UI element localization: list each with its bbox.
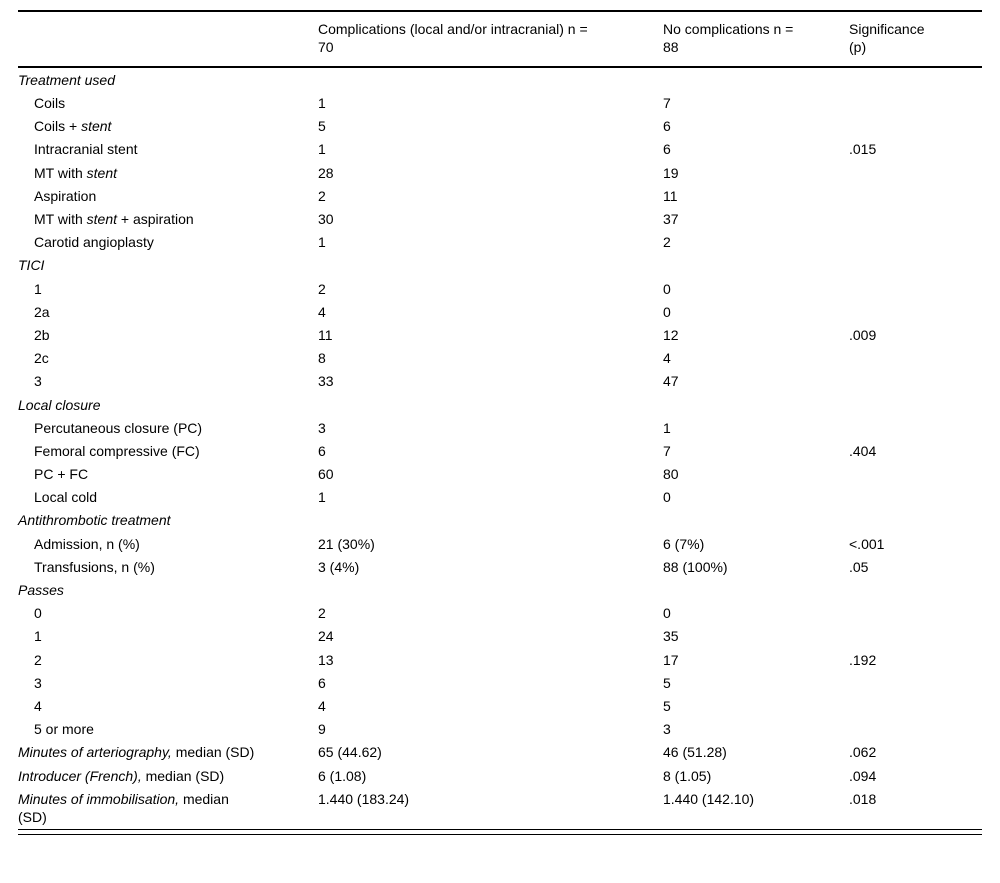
cell-no-complications: 5 <box>663 697 671 714</box>
row-label-text: median (SD) <box>171 744 255 761</box>
row-label-italic: Passes <box>18 582 64 598</box>
header-no-complications-line1: No complications n = <box>663 21 794 37</box>
row-label-text: Femoral compressive (FC) <box>34 442 200 459</box>
row-label-italic: Treatment used <box>18 71 116 88</box>
header-complications-line2: 70 <box>318 39 334 56</box>
cell-no-complications: 3 <box>663 721 671 738</box>
cell-no-complications: 4 <box>663 350 671 367</box>
cell-no-complications: 2 <box>663 234 671 251</box>
table-row <box>18 115 982 138</box>
table-row <box>18 463 982 486</box>
row-label-italic: Introducer (French), <box>18 767 142 784</box>
row-label-text: Admission, n (%) <box>34 535 140 552</box>
table-row <box>18 625 982 648</box>
cell-no-complications <box>663 579 849 602</box>
row-label-text: 1 <box>34 280 42 297</box>
table-row <box>18 161 982 184</box>
cell-no-complications: 7 <box>663 442 671 459</box>
table-row <box>18 231 982 254</box>
cell-complications: 4 <box>318 303 326 320</box>
row-label-text: 3 <box>34 373 42 390</box>
cell-significance <box>849 393 982 416</box>
row-label <box>18 509 318 532</box>
table-row <box>18 602 982 625</box>
row-label <box>18 741 318 764</box>
table-row <box>18 486 982 509</box>
row-label-italic: Minutes of immobilisation, <box>18 790 180 807</box>
cell-complications: 60 <box>318 466 334 483</box>
cell-significance <box>849 509 982 532</box>
row-label-italic: TICI <box>18 257 45 274</box>
cell-complications <box>318 254 663 277</box>
cell-complications: 8 <box>318 350 326 367</box>
cell-significance <box>849 300 982 323</box>
row-label-text: 1 <box>34 628 42 645</box>
row-label <box>18 347 318 370</box>
cell-significance <box>849 718 982 741</box>
cell-complications: 11 <box>318 326 333 343</box>
cell-no-complications <box>663 254 849 277</box>
cell-significance <box>849 486 982 509</box>
row-label <box>18 625 318 648</box>
header-complications <box>318 11 663 67</box>
cell-complications <box>318 579 663 602</box>
cell-significance <box>849 625 982 648</box>
row-label <box>18 602 318 625</box>
cell-complications: 6 <box>318 442 326 459</box>
cell-no-complications: 0 <box>663 303 671 320</box>
cell-significance: .015 <box>849 141 877 158</box>
cell-significance <box>849 416 982 439</box>
cell-complications: 2 <box>318 187 326 204</box>
row-label <box>18 532 318 555</box>
row-label <box>18 648 318 671</box>
row-label <box>18 115 318 138</box>
row-label-italic: stent <box>86 211 117 227</box>
table-row <box>18 370 982 393</box>
row-label-italic: stent <box>86 164 117 181</box>
row-label <box>18 416 318 439</box>
table-row <box>18 138 982 161</box>
table-section-row <box>18 509 982 532</box>
row-label-text: MT with <box>34 211 87 227</box>
cell-complications: 3 <box>318 419 326 436</box>
cell-complications: 6 (1.08) <box>318 767 367 784</box>
row-label-text: 2 <box>34 651 42 668</box>
cell-no-complications: 7 <box>663 95 671 112</box>
cell-no-complications: 80 <box>663 466 679 483</box>
cell-no-complications: 1.440 (142.10) <box>663 790 755 807</box>
cell-no-complications: 46 (51.28) <box>663 744 727 761</box>
cell-no-complications <box>663 509 849 532</box>
cell-complications: 6 <box>318 674 326 691</box>
row-label <box>18 323 318 346</box>
row-label-text: median (SD) <box>141 767 225 784</box>
row-label <box>18 764 318 787</box>
cell-no-complications: 47 <box>663 373 679 390</box>
cell-no-complications: 6 <box>663 141 671 158</box>
table-row <box>18 555 982 578</box>
cell-complications: 5 <box>318 118 326 135</box>
table-section-row <box>18 764 982 787</box>
cell-no-complications: 0 <box>663 280 671 297</box>
table-section-row <box>18 579 982 602</box>
header-significance <box>849 11 982 67</box>
cell-no-complications: 37 <box>663 211 679 227</box>
row-label <box>18 694 318 717</box>
table-row <box>18 671 982 694</box>
cell-significance <box>849 579 982 602</box>
row-label-text: Coils <box>34 95 66 112</box>
cell-significance: .404 <box>849 442 877 459</box>
row-label-text: Transfusions, n (%) <box>34 558 155 575</box>
cell-complications: 1 <box>318 95 326 112</box>
cell-complications: 33 <box>318 373 334 390</box>
table-row <box>18 208 982 231</box>
row-label-text: 2b <box>34 326 50 343</box>
row-label-text: Local cold <box>34 489 98 506</box>
cell-complications: 9 <box>318 721 326 738</box>
row-label <box>18 161 318 184</box>
row-label <box>18 300 318 323</box>
row-label <box>18 277 318 300</box>
table-section-row <box>18 741 982 764</box>
cell-complications <box>318 509 663 532</box>
cell-significance <box>849 370 982 393</box>
row-label-text: median (SD) <box>18 790 229 825</box>
table-row <box>18 92 982 115</box>
cell-complications: 30 <box>318 211 334 227</box>
header-significance-line2: (p) <box>849 39 867 56</box>
cell-complications: 1 <box>318 141 326 158</box>
row-label-text: Intracranial stent <box>34 141 138 158</box>
header-no-complications <box>663 11 849 67</box>
cell-significance <box>849 671 982 694</box>
cell-significance: .018 <box>849 790 877 807</box>
cell-significance <box>849 208 982 231</box>
table-header <box>18 11 982 67</box>
cell-complications: 2 <box>318 280 326 297</box>
cell-complications: 13 <box>318 651 334 668</box>
row-label <box>18 718 318 741</box>
row-label-italic: Minutes of arteriography, <box>18 744 172 761</box>
row-label <box>18 67 318 91</box>
table-row <box>18 184 982 207</box>
table-row <box>18 277 982 300</box>
cell-significance: <.001 <box>849 535 885 552</box>
cell-complications <box>318 67 663 91</box>
cell-significance <box>849 67 982 91</box>
table-section-row <box>18 254 982 277</box>
table-row <box>18 347 982 370</box>
row-label <box>18 439 318 462</box>
table-row <box>18 439 982 462</box>
cell-complications: 21 (30%) <box>318 535 375 552</box>
cell-significance <box>849 92 982 115</box>
row-label-text: 2a <box>34 303 50 320</box>
row-label-text: PC + FC <box>34 466 89 483</box>
cell-no-complications: 8 (1.05) <box>663 767 712 784</box>
row-label <box>18 138 318 161</box>
cell-complications: 1 <box>318 489 326 506</box>
cell-significance: .094 <box>849 767 877 784</box>
cell-no-complications: 1 <box>663 419 671 436</box>
cell-significance <box>849 115 982 138</box>
cell-complications: 1.440 (183.24) <box>318 790 410 807</box>
table-section-row <box>18 393 982 416</box>
table-row <box>18 648 982 671</box>
row-label <box>18 208 318 231</box>
header-no-complications-line2: 88 <box>663 39 679 56</box>
row-label <box>18 231 318 254</box>
row-label-italic: Antithrombotic treatment <box>18 512 171 529</box>
row-label <box>18 92 318 115</box>
row-label <box>18 370 318 393</box>
cell-significance <box>849 161 982 184</box>
header-significance-line1: Significance <box>849 21 925 37</box>
table-row <box>18 416 982 439</box>
cell-complications: 24 <box>318 628 334 645</box>
table-row <box>18 694 982 717</box>
cell-significance: .009 <box>849 326 877 343</box>
row-label-text: MT with <box>34 164 87 181</box>
row-label-text: Carotid angioplasty <box>34 234 154 251</box>
row-label <box>18 671 318 694</box>
cell-no-complications: 0 <box>663 605 671 622</box>
row-label-italic: Local closure <box>18 396 101 413</box>
cell-no-complications: 5 <box>663 674 671 691</box>
cell-complications: 1 <box>318 234 326 251</box>
results-table <box>18 10 982 830</box>
row-label <box>18 184 318 207</box>
row-label <box>18 555 318 578</box>
table-section-row <box>18 67 982 91</box>
cell-complications: 65 (44.62) <box>318 744 382 761</box>
cell-complications: 4 <box>318 697 326 714</box>
table-row <box>18 718 982 741</box>
cell-no-complications <box>663 393 849 416</box>
cell-significance: .062 <box>849 744 877 761</box>
cell-no-complications: 6 (7%) <box>663 535 705 552</box>
row-label <box>18 579 318 602</box>
row-label-text: 0 <box>34 605 42 622</box>
row-label-text: 4 <box>34 697 42 714</box>
cell-no-complications: 12 <box>663 326 679 343</box>
row-label <box>18 787 318 829</box>
table-body <box>18 67 982 829</box>
row-label-text: Coils + <box>34 118 82 135</box>
cell-complications: 2 <box>318 605 326 622</box>
row-label <box>18 254 318 277</box>
cell-significance <box>849 463 982 486</box>
cell-significance <box>849 277 982 300</box>
row-label-text: 2c <box>34 350 49 367</box>
table-section-row <box>18 787 982 829</box>
row-label-text: Aspiration <box>34 187 97 204</box>
cell-complications <box>318 393 663 416</box>
row-label-text: + aspiration <box>117 211 194 227</box>
cell-significance <box>849 694 982 717</box>
cell-significance: .192 <box>849 651 877 668</box>
cell-complications: 3 (4%) <box>318 558 360 575</box>
row-label <box>18 393 318 416</box>
header-row <box>18 11 982 67</box>
row-label-text: Percutaneous closure (PC) <box>34 419 203 436</box>
row-label <box>18 486 318 509</box>
cell-no-complications: 6 <box>663 118 671 135</box>
row-label-italic: stent <box>81 118 112 135</box>
cell-significance: .05 <box>849 558 869 575</box>
cell-no-complications: 88 (100%) <box>663 558 728 575</box>
cell-significance <box>849 231 982 254</box>
row-label-text: 5 or more <box>34 721 94 738</box>
cell-significance <box>849 254 982 277</box>
cell-no-complications <box>663 67 849 91</box>
cell-no-complications: 35 <box>663 628 679 645</box>
table-row <box>18 300 982 323</box>
cell-no-complications: 17 <box>663 651 679 668</box>
row-label-text: 3 <box>34 674 42 691</box>
cell-no-complications: 19 <box>663 164 679 181</box>
cell-no-complications: 11 <box>663 187 678 204</box>
cell-no-complications: 0 <box>663 489 671 506</box>
header-complications-line1: Complications (local and/or intracranial) n = <box>318 21 588 37</box>
header-empty-cell <box>18 11 318 67</box>
table-row <box>18 323 982 346</box>
cell-significance <box>849 184 982 207</box>
row-label <box>18 463 318 486</box>
cell-significance <box>849 347 982 370</box>
table-row <box>18 532 982 555</box>
bottom-rule <box>18 834 982 835</box>
cell-complications: 28 <box>318 164 334 181</box>
cell-significance <box>849 602 982 625</box>
